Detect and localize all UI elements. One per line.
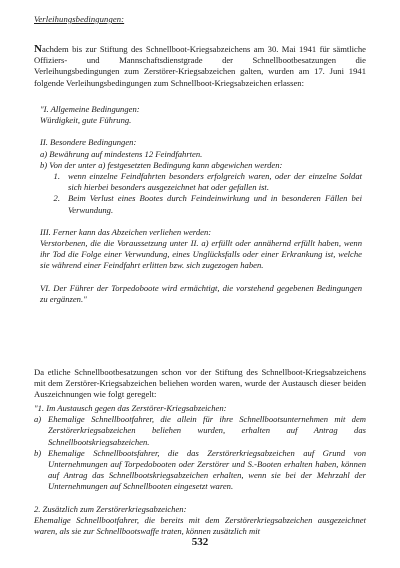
section-6-text: VI. Der Führer der Torpedoboote wird ermächtigt, die vorstehend gegebenen Bedingungen zu ergänzen." (40, 282, 362, 304)
section-2-title: II. Besondere Bedingungen: (40, 137, 137, 148)
list-item (34, 448, 366, 493)
item-text: wenn einzelne Feindfahrten besonders erfolgreich waren, oder der einzelne Soldat sich hierbei besonders ausgezeichnet hat oder gefallen ist. (68, 171, 362, 193)
item-number: 2. (53, 193, 60, 204)
exchange-title-2: 2. Zusätzlich zum Zerstörerkriegsabzeichen: (34, 503, 187, 514)
exchange-text-2: Ehemalige Schnellbootfahrer, die bereits mit dem Zerstörerkriegsabzeichen ausgezeichnet waren, als sie zur Schnellbootswaffe traten, können zusätzlich mit (34, 514, 366, 537)
item-text: Beim Verlust eines Bootes durch Feindeinwirkung und in besonderen Fällen bei Verwundung. (68, 193, 362, 215)
intro-paragraph (34, 44, 366, 89)
exchange-paragraph: Da etliche Schnellbootbesatzungen schon vor der Stiftung des Schnellboot-Kriegsabzeichens mit dem Zerstörer-Kriegsabzeichen beliehen worden waren, wurde der Austausch dieser beiden Auszeichnungen wie folgt geregelt: (34, 367, 366, 400)
section-3-text: Verstorbenen, die die Voraussetzung unter II. a) erfüllt oder annähernd erfüllt haben, wenn ihr Tod die Folge einer Verwundung, eines Unglücksfalls oder einer Erkrankung ist, welche sie während einer Feindfahrt erlitten bzw. sich zugezogen haben. (40, 238, 362, 271)
section-2-b: b) Von der unter a) festgesetzten Bedingung kann abgewichen werden: (40, 159, 283, 170)
item-number: 1. (53, 171, 60, 182)
list-item (40, 171, 362, 193)
section-1-text: Würdigkeit, gute Führung. (40, 115, 132, 126)
item-label: b) (34, 447, 42, 458)
item-text: Ehemalige Schnellbootfahrer, die allein für ihre Schnellbootsunternehmen mit dem Zerstörerkriegsabzeichen beliehen wurden, erhalten auf Antrag das Schnellbootskriegsabzeichen. (48, 414, 366, 447)
dropcap-letter: N (34, 43, 42, 55)
list-item (40, 193, 362, 215)
exchange-title-1: "1. Im Austausch gegen das Zerstörer-Kriegsabzeichen: (34, 403, 227, 413)
section-2-a: a) Bewährung auf mindestens 12 Feindfahrten. (40, 148, 203, 159)
item-label: a) (34, 414, 42, 425)
section-1-title: "I. Allgemeine Bedingungen: (40, 104, 140, 114)
section-heading: Verleihungsbedingungen: (34, 14, 125, 24)
intro-text: achdem bis zur Stiftung des Schnellboot-Kriegsabzeichens am 30. Mai 1941 für sämtliche Offiziers- und Mannschaftsdienstgrade der Schnellbootbesatzungen die Verleihungsbedingungen zum Zerstörer-Kriegsabzeichen galten, wurden am 17. Juni 1941 folgende Verleihungsbedingungen zum Schnellboot-Kriegsabzeichen erlassen: (34, 44, 366, 88)
list-item (34, 414, 366, 448)
item-text: Ehemalige Schnellbootsfahrer, die das Zerstörerkriegsabzeichen auf Grund von Unternehmungen auf Torpedobooten oder Zerstörer und S.-Booten erhalten haben, können auf Antrag das Schnellbootskriegsabzeichen erhalten, wenn sie bei der Mehrzahl der Unternehmungen auf Schnellbooten eingesetzt waren. (48, 447, 366, 492)
regulations-quote (40, 104, 362, 305)
page-number: 532 (191, 536, 209, 548)
section-3-title: III. Ferner kann das Abzeichen verliehen werden: (40, 226, 212, 237)
exchange-quote (34, 403, 366, 537)
